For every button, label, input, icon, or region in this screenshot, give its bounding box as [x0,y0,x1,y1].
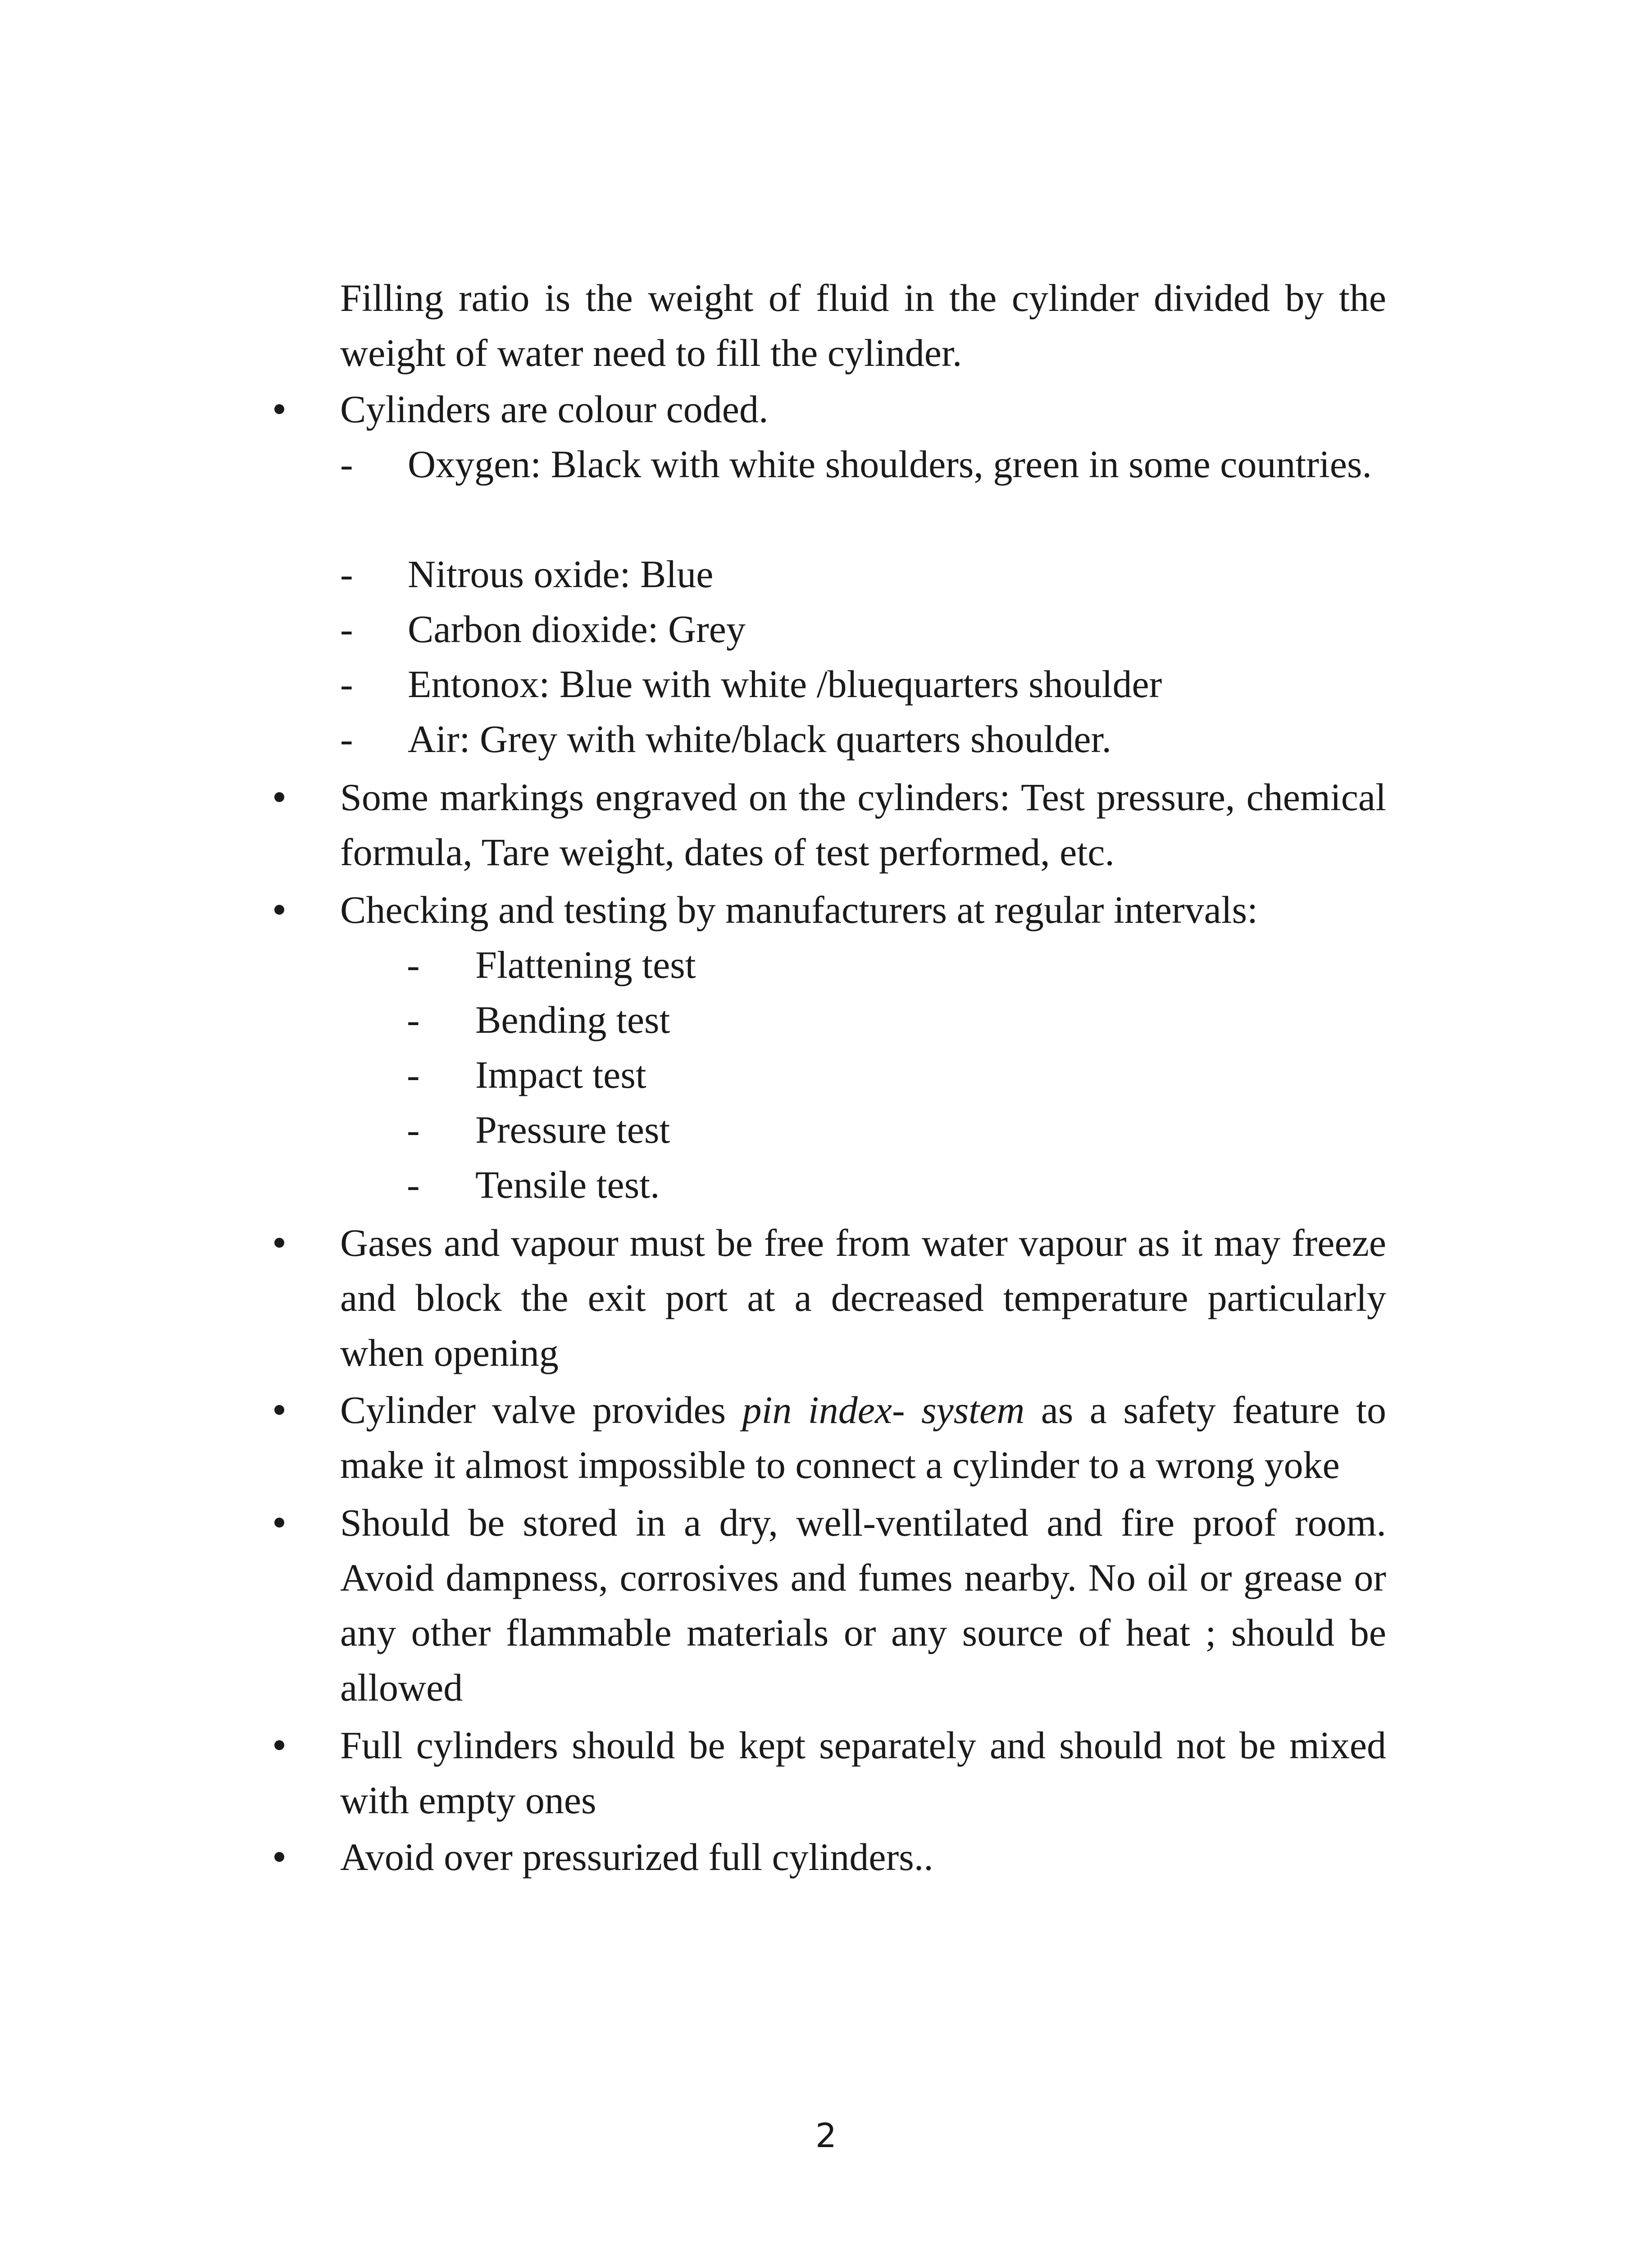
colour-item-oxygen: Oxygen: Black with white shoulders, green in some countries. [408,442,1372,486]
bullet-valve [340,1382,1386,1492]
dash-icon: - [407,943,420,986]
bullet-icon [274,792,284,802]
intro-paragraph: Filling ratio is the weight of fluid in the cylinder divided by the weight of water need to fill the cylinder. [340,276,1386,374]
colour-item-entonox: Entonox: Blue with white /bluequarters shoulder [408,662,1162,706]
valve-text-end: as a safety feature to make it almost impossible to connect a cylinder to a wrong yoke [340,1388,1387,1487]
valve-text-start: Cylinder valve provides [340,1388,742,1432]
dash-icon: - [407,1053,420,1096]
bullet-markings: Some markings engraved on the cylinders: Test pressure, chemical formula, Tare weight, dates of test performed, etc. [340,775,1386,874]
bullet-icon [274,905,284,915]
colour-item-nitrous: Nitrous oxide: Blue [408,552,714,596]
test-item-flattening: Flattening test [475,943,696,986]
dash-icon: - [407,1163,420,1206]
bullet-avoid: Avoid over pressurized full cylinders.. [340,1835,933,1879]
colour-item-carbon-dioxide: Carbon dioxide: Grey [408,607,746,651]
dash-icon: - [340,607,353,651]
bullet-icon [274,1740,284,1750]
bullet-full-cylinders: Full cylinders should be kept separately and should not be mixed with empty ones [340,1724,1386,1822]
bullet-icon [274,404,284,414]
dash-icon: - [340,662,353,706]
bullet-icon [274,1518,284,1528]
dash-icon: - [340,552,353,596]
test-item-tensile: Tensile test. [475,1163,660,1206]
bullet-icon [274,1238,284,1248]
test-item-pressure: Pressure test [475,1108,670,1151]
colour-item-air: Air: Grey with white/black quarters shoulder. [408,717,1111,761]
bullet-storage: Should be stored in a dry, well-ventilated and fire proof room. Avoid dampness, corrosives and fumes nearby. No oil or grease or any other flammable materials or any source of heat ; should be allowed [340,1501,1386,1709]
bullet-icon [274,1852,284,1862]
valve-text-italic: pin index- system [742,1388,1025,1432]
dash-icon: - [340,717,353,761]
page-number: 2 [815,2116,837,2155]
dash-icon: - [340,442,353,486]
bullet-colour-coded: Cylinders are colour coded. [340,388,769,431]
bullet-icon [274,1405,284,1415]
test-item-bending: Bending test [475,998,670,1041]
dash-icon: - [407,998,420,1041]
bullet-checking: Checking and testing by manufacturers at regular intervals: [340,888,1258,931]
bullet-gases: Gases and vapour must be free from water vapour as it may freeze and block the exit port at a decreased temperature particularly when opening [340,1221,1386,1374]
dash-icon: - [407,1108,420,1151]
test-item-impact: Impact test [475,1053,646,1096]
